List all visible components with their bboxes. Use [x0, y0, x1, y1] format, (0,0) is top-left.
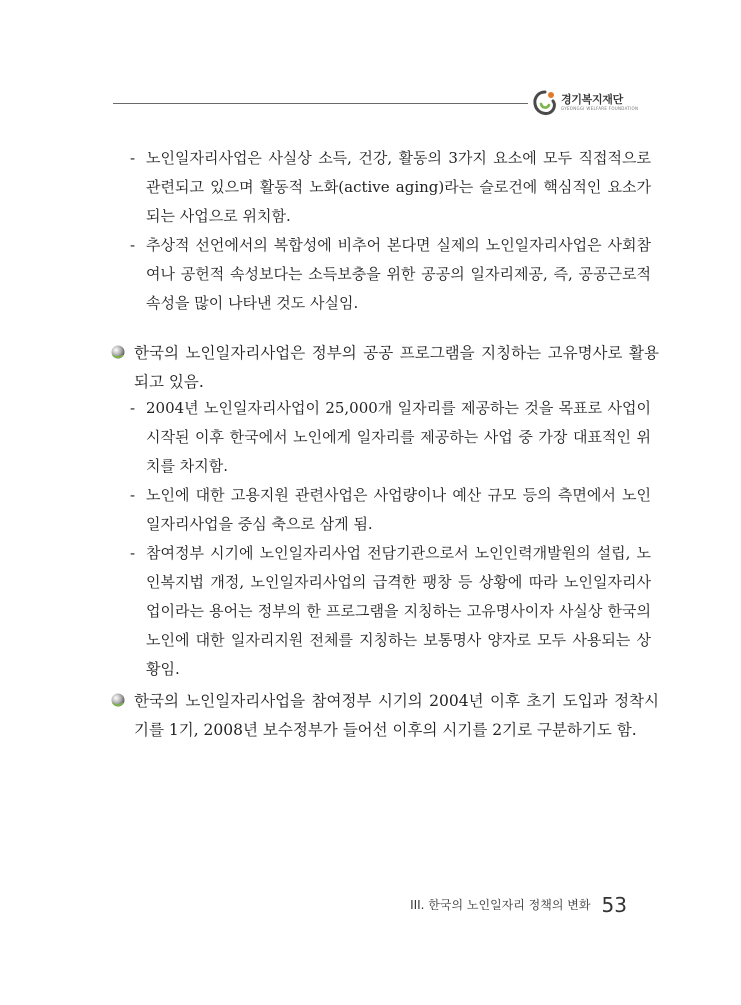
dash-marker: - — [130, 544, 136, 562]
sphere-bullet-icon — [110, 692, 126, 708]
dash-marker: - — [130, 149, 136, 167]
sub-item-text: 노인일자리사업은 사실상 소득, 건강, 활동의 3가지 요소에 모두 직접적으로 관련되고 있으며 활동적 노화(active aging)라는 슬로건에 핵심적인 요소가 되는 사업으로 위치함. — [146, 149, 651, 225]
chapter-title: III. 한국의 노인일자리 정책의 변화 — [410, 898, 591, 912]
swirl-logo-icon — [532, 89, 558, 117]
dash-marker: - — [130, 236, 136, 254]
sub-item-text: 2004년 노인일자리사업이 25,000개 일자리를 제공하는 것을 목표로 사업이 시작된 이후 한국에서 노인에게 일자리를 제공하는 사업 중 가장 대표적인 위치를 차지함. — [146, 399, 651, 475]
bullet-item — [110, 687, 659, 745]
dash-marker: - — [130, 399, 136, 417]
sub-item-text: 참여정부 시기에 노인일자리사업 전담기관으로서 노인인력개발원의 설립, 노인복지법 개정, 노인일자리사업의 급격한 팽창 등 상황에 따라 노인일자리사업이라는 용어는 정부의 한 프로그램을 지칭하는 고유명사이자 사실상 한국의 노인에 대한 일자리지원 전체를 지칭하는 보통명사 양자로 모두 사용되는 상황임. — [146, 544, 651, 678]
foundation-logo — [532, 89, 652, 119]
sub-item — [130, 481, 651, 539]
logo-name: 경기복지재단 — [561, 93, 623, 106]
logo-subtitle: GYEONGGI WELFARE FOUNDATION — [561, 106, 639, 111]
bullet-item-text: 한국의 노인일자리사업을 참여정부 시기의 2004년 이후 초기 도입과 정착시기를 1기, 2008년 보수정부가 들어선 이후의 시기를 2기로 구분하기도 함. — [134, 692, 659, 739]
sub-item — [130, 144, 651, 231]
sub-item — [130, 231, 651, 318]
sub-item-text: 노인에 대한 고용지원 관련사업은 사업량이나 예산 규모 등의 측면에서 노인일자리사업을 중심 축으로 삼게 됨. — [146, 486, 651, 533]
bullet-item-text: 한국의 노인일자리사업은 정부의 공공 프로그램을 지칭하는 고유명사로 활용되고 있음. — [134, 344, 659, 391]
header-rule — [113, 103, 528, 104]
page-footer — [410, 893, 627, 917]
sub-item — [130, 394, 651, 481]
dash-marker: - — [130, 486, 136, 504]
sub-item-text: 추상적 선언에서의 복합성에 비추어 본다면 실제의 노인일자리사업은 사회참여나 공헌적 속성보다는 소득보충을 위한 공공의 일자리제공, 즉, 공공근로적 속성을 많이 나타낸 것도 사실임. — [146, 236, 651, 312]
sphere-bullet-icon — [110, 344, 126, 360]
sub-item — [130, 539, 651, 684]
bullet-item — [110, 339, 659, 397]
page-number: 53 — [601, 893, 627, 917]
